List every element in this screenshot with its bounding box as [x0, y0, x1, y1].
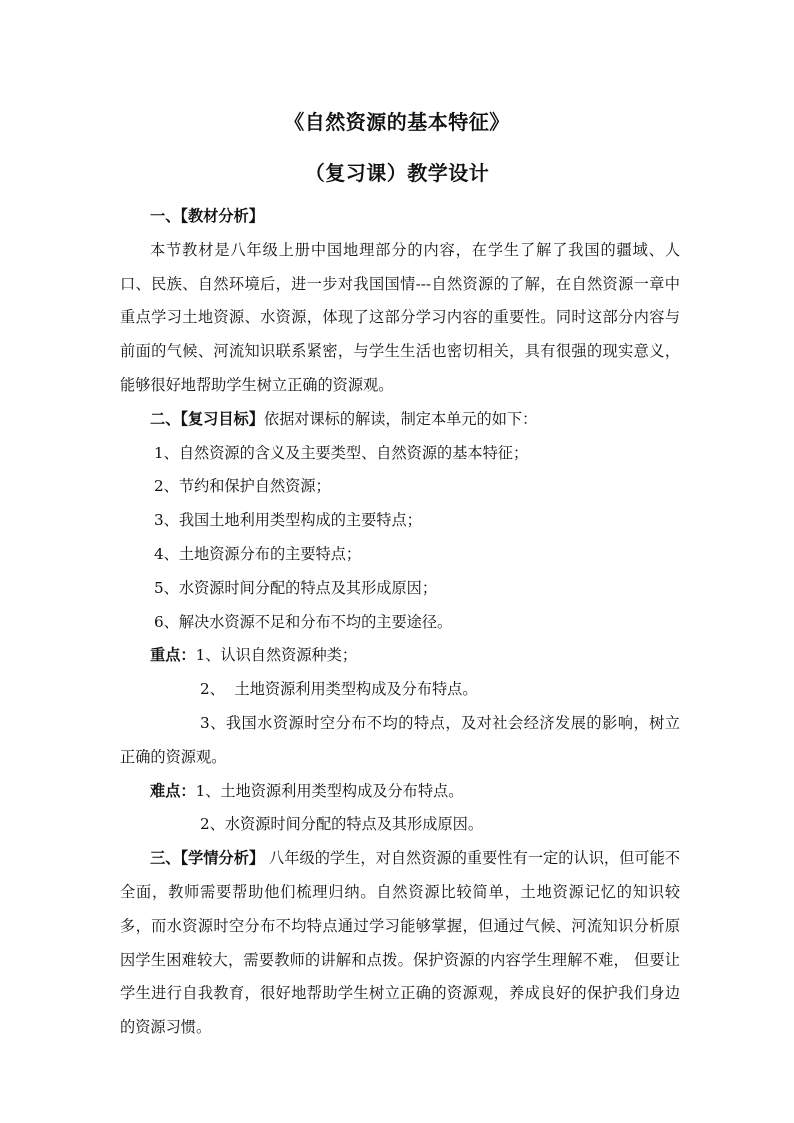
key-point-item: 1、认识自然资源种类； [195, 646, 358, 665]
difficult-point-item: 2、水资源时间分配的特点及其形成原因。 [200, 815, 484, 834]
goal-item: 3、我国土地利用类型构成的主要特点； [154, 511, 422, 530]
key-points-row [120, 639, 680, 673]
goal-item: 2、节约和保护自然资源； [154, 477, 331, 496]
key-point-item: 3、我国水资源时空分布不均的特点，及对社会经济发展的影响，树立正确的资源观。 [120, 713, 680, 766]
review-goals-list [120, 437, 680, 640]
section-heading-student-analysis: 三、【学情分析】 [150, 849, 265, 868]
difficult-points-row [120, 775, 680, 809]
goal-item: 6、解决水资源不足和分布不均的主要途径。 [154, 612, 453, 631]
student-analysis-paragraph [120, 842, 680, 1045]
key-point-item: 2、 土地资源利用类型构成及分布特点。 [200, 680, 478, 699]
key-points-label: 重点： [150, 646, 196, 665]
review-goals-heading-row [120, 403, 680, 437]
student-analysis-text: 八年级的学生，对自然资源的重要性有一定的认识，但可能不全面，教师需要帮助他们梳理归纳。自然资源比较简单，土地资源记忆的知识较多，而水资源时空分布不均特点通过学习能够掌握，但通过气候、河流知识分析原因学生困难较大，需要教师的讲解和点拨。保护资源的内容学生理解不难， 但要让学生进行自我教育，很好地帮助学生树立正确的资源观，养成良好的保护我们身边的资源习惯。 [120, 849, 681, 1037]
textbook-analysis-paragraph: 本节教材是八年级上册中国地理部分的内容，在学生了解了我国的疆域、人口、民族、自然环境后，进一步对我国国情---自然资源的了解，在自然资源一章中重点学习土地资源、水资源，体现了这部分学习内容的重要性。同时这部分内容与前面的气候、河流知识联系紧密，与学生生活也密切相关，具有很强的现实意义，能够很好地帮助学生树立正确的资源观。 [120, 240, 680, 394]
review-goals-intro: 依据对课标的解读，制定本单元的如下： [263, 409, 538, 428]
goal-item: 1、自然资源的含义及主要类型、自然资源的基本特征； [154, 443, 529, 462]
section-heading-textbook-analysis: 一、【教材分析】 [150, 207, 264, 225]
difficult-points-label: 难点： [150, 781, 196, 800]
difficult-point-item: 1、土地资源利用类型构成及分布特点。 [195, 781, 464, 800]
document-title: 《自然资源的基本特征》 [284, 110, 510, 134]
document-subtitle: （复习课）教学设计 [304, 161, 490, 185]
document-body [120, 200, 680, 1045]
goal-item: 4、土地资源分布的主要特点； [154, 544, 362, 563]
goal-item: 5、水资源时间分配的特点及其形成原因； [154, 578, 438, 597]
section-heading-review-goals: 二、【复习目标】 [150, 409, 264, 428]
